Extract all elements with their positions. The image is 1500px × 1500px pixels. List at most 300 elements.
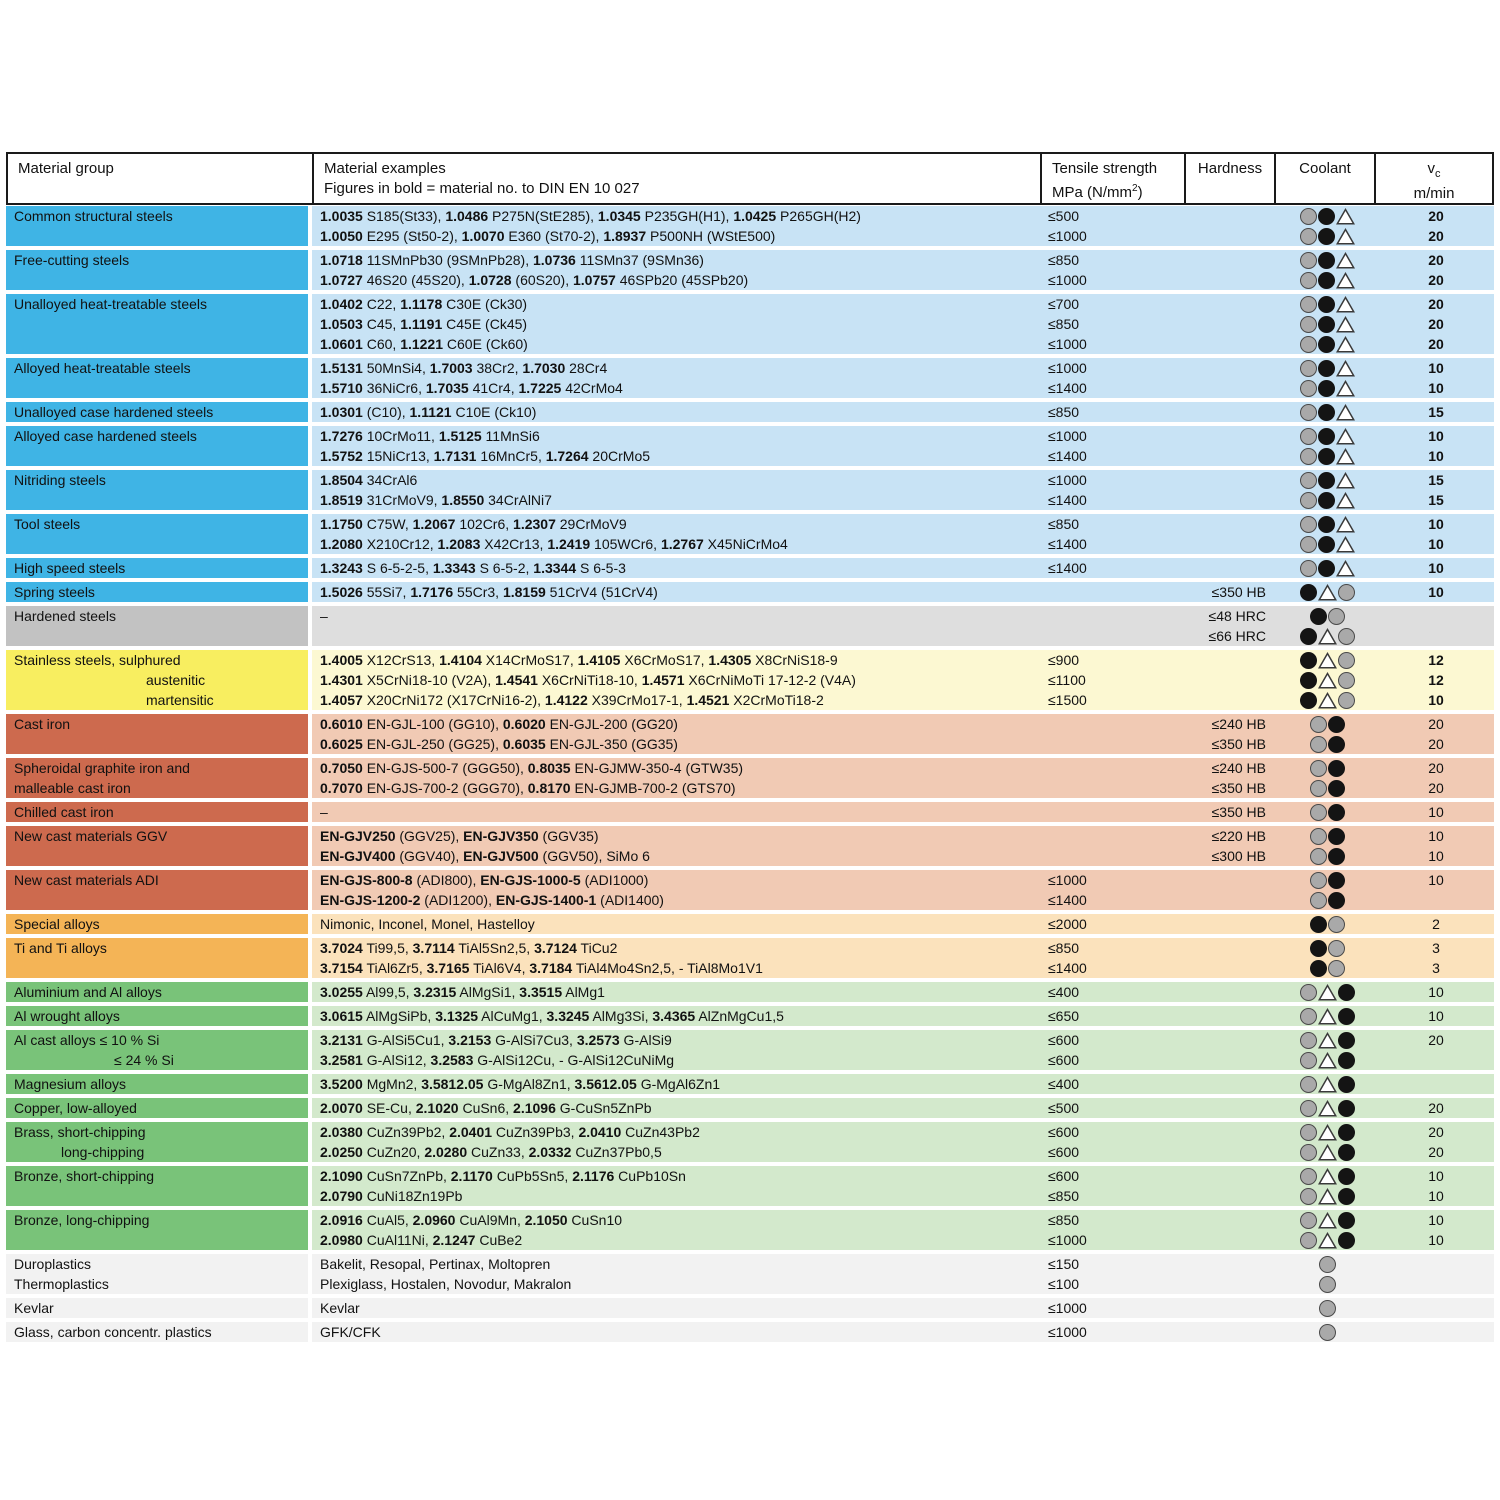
group-label-line: Chilled cast iron xyxy=(14,804,114,820)
hardness-cell xyxy=(1184,1098,1276,1118)
cutting-speed-cell: 2 xyxy=(1432,916,1440,932)
cutting-speed-cell: 20 xyxy=(1428,296,1444,312)
cutting-speed-cell: 20 xyxy=(1428,1144,1444,1160)
hardness-cell xyxy=(1184,650,1276,670)
group-label xyxy=(6,650,308,710)
coolant-black-circle-icon xyxy=(1338,1008,1355,1025)
coolant-gray-circle-icon xyxy=(1300,316,1317,333)
group-label-line: Special alloys xyxy=(14,916,100,932)
table-row xyxy=(312,334,1494,354)
hardness-cell xyxy=(1184,1186,1276,1206)
coolant-black-circle-icon xyxy=(1318,296,1335,313)
coolant-cell xyxy=(1276,734,1378,754)
coolant-gray-circle-icon xyxy=(1300,1076,1317,1093)
cutting-speed-cell: 10 xyxy=(1428,448,1444,464)
coolant-black-circle-icon xyxy=(1318,472,1335,489)
coolant-triangle-icon xyxy=(1336,492,1355,509)
cutting-speed-cell: 10 xyxy=(1428,1008,1444,1024)
coolant-cell xyxy=(1276,534,1378,554)
coolant-triangle-icon xyxy=(1318,584,1337,601)
coolant-triangle-icon xyxy=(1318,1212,1337,1229)
coolant-black-circle-icon xyxy=(1338,1124,1355,1141)
coolant-black-circle-icon xyxy=(1318,448,1335,465)
coolant-gray-circle-icon xyxy=(1338,652,1355,669)
coolant-black-circle-icon xyxy=(1318,516,1335,533)
coolant-cell xyxy=(1276,670,1378,690)
hardness-cell xyxy=(1184,890,1276,910)
material-group xyxy=(6,358,1494,398)
cutting-speed-cell: 20 xyxy=(1428,780,1444,796)
examples-cell: Bakelit, Resopal, Pertinax, Moltopren xyxy=(320,1256,551,1272)
coolant-cell xyxy=(1276,870,1378,890)
coolant-gray-circle-icon xyxy=(1300,336,1317,353)
coolant-gray-circle-icon xyxy=(1300,1032,1317,1049)
hardness-cell: ≤66 HRC xyxy=(1208,628,1266,644)
hardness-cell xyxy=(1184,1122,1276,1142)
tensile-strength-cell: ≤1500 xyxy=(1048,692,1087,708)
table-row xyxy=(312,294,1494,314)
coolant-gray-circle-icon xyxy=(1310,736,1327,753)
examples-cell: 3.2581 G-AlSi12, 3.2583 G-AlSi12Cu, - G-AlSi12CuNiMg xyxy=(320,1052,675,1068)
table-row xyxy=(312,890,1494,910)
examples-cell: 2.0250 CuZn20, 2.0280 CuZn33, 2.0332 CuZn37Pb0,5 xyxy=(320,1144,662,1160)
hardness-cell: ≤48 HRC xyxy=(1208,608,1266,624)
group-label-line: long-chipping xyxy=(61,1144,145,1160)
table-row xyxy=(312,446,1494,466)
table-row xyxy=(312,1186,1494,1206)
hardness-cell: ≤240 HB xyxy=(1211,760,1266,776)
coolant-cell xyxy=(1276,270,1378,290)
group-band xyxy=(312,206,1494,246)
cutting-speed-cell xyxy=(1378,1322,1494,1342)
coolant-black-circle-icon xyxy=(1300,628,1317,645)
group-label xyxy=(6,470,308,510)
group-band xyxy=(312,826,1494,866)
tensile-strength-cell: ≤100 xyxy=(1048,1276,1080,1292)
table-row xyxy=(312,1254,1494,1274)
examples-cell: 0.6010 EN-GJL-100 (GG10), 0.6020 EN-GJL-200 (GG20) xyxy=(320,716,678,732)
tensile-strength-cell xyxy=(1038,826,1184,846)
material-group xyxy=(6,250,1494,290)
group-band xyxy=(312,294,1494,354)
header-coolant-label: Coolant xyxy=(1299,160,1351,177)
tensile-strength-cell: ≤850 xyxy=(1048,1188,1080,1204)
hardness-cell xyxy=(1184,670,1276,690)
header-material-group xyxy=(8,154,314,203)
cutting-speed-cell: 10 xyxy=(1428,848,1444,864)
coolant-black-circle-icon xyxy=(1328,716,1345,733)
coolant-black-circle-icon xyxy=(1338,1076,1355,1093)
coolant-black-circle-icon xyxy=(1318,536,1335,553)
coolant-triangle-icon xyxy=(1318,672,1337,689)
examples-cell: 1.5752 15NiCr13, 1.7131 16MnCr5, 1.7264 20CrMo5 xyxy=(320,448,651,464)
header-vc-unit: m/min xyxy=(1413,185,1455,202)
material-group xyxy=(6,714,1494,754)
hardness-cell xyxy=(1184,534,1276,554)
hardness-cell xyxy=(1184,1006,1276,1026)
examples-cell: 1.4057 X20CrNi172 (X17CrNi16-2), 1.4122 X39CrMo17-1, 1.4521 X2CrMoTi18-2 xyxy=(320,692,824,708)
group-band xyxy=(312,1322,1494,1342)
cutting-speed-cell xyxy=(1378,1298,1494,1318)
group-label-line: New cast materials GGV xyxy=(14,828,168,844)
coolant-triangle-icon xyxy=(1318,984,1337,1001)
coolant-black-circle-icon xyxy=(1300,652,1317,669)
cutting-speed-cell: 10 xyxy=(1428,804,1444,820)
group-label xyxy=(6,1098,308,1118)
group-label xyxy=(6,358,308,398)
examples-cell: 0.7070 EN-GJS-700-2 (GGG70), 0.8170 EN-GJMB-700-2 (GTS70) xyxy=(320,780,736,796)
header-tensile-line2: MPa $(N/mm^2)$ xyxy=(1052,183,1143,201)
group-label xyxy=(6,802,308,822)
group-label-line: Unalloyed heat-treatable steels xyxy=(14,296,208,312)
coolant-triangle-icon xyxy=(1336,428,1355,445)
coolant-triangle-icon xyxy=(1336,536,1355,553)
group-label-line: austenitic xyxy=(146,672,206,688)
coolant-triangle-icon xyxy=(1318,1052,1337,1069)
coolant-black-circle-icon xyxy=(1338,1144,1355,1161)
coolant-cell xyxy=(1276,334,1378,354)
cutting-speed-cell: 10 xyxy=(1428,692,1444,708)
cutting-speed-cell: 12 xyxy=(1428,652,1444,668)
coolant-black-circle-icon xyxy=(1318,272,1335,289)
cutting-speed-cell: 3 xyxy=(1432,960,1440,976)
coolant-cell xyxy=(1276,250,1378,270)
hardness-cell xyxy=(1184,1142,1276,1162)
group-label-line: Bronze, long-chipping xyxy=(14,1212,150,1228)
hardness-cell xyxy=(1184,1298,1276,1318)
group-label xyxy=(6,206,308,246)
group-label-line: Thermoplastics xyxy=(14,1276,109,1292)
group-label-line: Copper, low-alloyed xyxy=(14,1100,137,1116)
group-label xyxy=(6,826,308,866)
table-row xyxy=(312,650,1494,670)
cutting-speed-cell: 10 xyxy=(1428,1212,1444,1228)
group-band xyxy=(312,606,1494,646)
material-group xyxy=(6,1254,1494,1294)
tensile-strength-cell: ≤1000 xyxy=(1048,228,1087,244)
coolant-cell xyxy=(1276,490,1378,510)
table-row xyxy=(312,490,1494,510)
examples-cell: 1.7276 10CrMo11, 1.5125 11MnSi6 xyxy=(320,428,540,444)
tensile-strength-cell: ≤400 xyxy=(1048,984,1080,1000)
coolant-cell xyxy=(1276,358,1378,378)
tensile-strength-cell: ≤850 xyxy=(1048,316,1080,332)
table-row xyxy=(312,378,1494,398)
coolant-cell xyxy=(1276,446,1378,466)
tensile-strength-cell: ≤1000 xyxy=(1048,1300,1087,1316)
material-group xyxy=(6,1006,1494,1026)
table-row xyxy=(312,1074,1494,1094)
group-label xyxy=(6,1122,308,1162)
examples-cell: 1.0301 (C10), 1.1121 C10E (Ck10) xyxy=(320,404,537,420)
hardness-cell xyxy=(1184,982,1276,1002)
table-row xyxy=(312,626,1494,646)
examples-cell: 3.7024 Ti99,5, 3.7114 TiAl5Sn2,5, 3.7124 TiCu2 xyxy=(320,940,618,956)
examples-cell: 2.0070 SE-Cu, 2.1020 CuSn6, 2.1096 G-CuSn5ZnPb xyxy=(320,1100,652,1116)
cutting-speed-cell: 10 xyxy=(1428,872,1444,888)
tensile-strength-cell xyxy=(1038,846,1184,866)
coolant-triangle-icon xyxy=(1318,692,1337,709)
table-row xyxy=(312,1142,1494,1162)
coolant-triangle-icon xyxy=(1336,448,1355,465)
examples-cell: 1.5710 36NiCr6, 1.7035 41Cr4, 1.7225 42CrMo4 xyxy=(320,380,623,396)
tensile-strength-cell: ≤1400 xyxy=(1048,492,1087,508)
cutting-speed-cell xyxy=(1378,606,1494,626)
coolant-triangle-icon xyxy=(1336,472,1355,489)
material-group xyxy=(6,914,1494,934)
coolant-black-circle-icon xyxy=(1338,1168,1355,1185)
coolant-gray-circle-icon xyxy=(1300,516,1317,533)
group-label-line: Alloyed heat-treatable steels xyxy=(14,360,191,376)
coolant-gray-circle-icon xyxy=(1319,1256,1336,1273)
group-band xyxy=(312,1074,1494,1094)
group-label xyxy=(6,758,308,798)
table-body xyxy=(6,206,1494,1342)
coolant-black-circle-icon xyxy=(1328,892,1345,909)
coolant-gray-circle-icon xyxy=(1300,472,1317,489)
table-row xyxy=(312,514,1494,534)
material-group xyxy=(6,514,1494,554)
table-row xyxy=(312,582,1494,602)
coolant-gray-circle-icon xyxy=(1319,1324,1336,1341)
group-label-line: Cast iron xyxy=(14,716,71,732)
coolant-black-circle-icon xyxy=(1318,208,1335,225)
group-band xyxy=(312,426,1494,466)
group-label-line: ≤ 24 % Si xyxy=(114,1052,174,1068)
examples-cell: 1.0050 E295 (St50-2), 1.0070 E360 (St70-2), 1.8937 P500NH (WStE500) xyxy=(320,228,776,244)
table-header xyxy=(6,152,1494,205)
group-label xyxy=(6,1322,308,1342)
group-band xyxy=(312,1166,1494,1206)
examples-cell: – xyxy=(320,608,328,624)
coolant-gray-circle-icon xyxy=(1300,428,1317,445)
table-row xyxy=(312,982,1494,1002)
coolant-triangle-icon xyxy=(1318,1100,1337,1117)
coolant-triangle-icon xyxy=(1336,296,1355,313)
cutting-speed-cell: 10 xyxy=(1428,428,1444,444)
examples-cell: 2.0980 CuAl11Ni, 2.1247 CuBe2 xyxy=(320,1232,523,1248)
group-label-line: Glass, carbon concentr. plastics xyxy=(14,1324,212,1340)
material-group xyxy=(6,558,1494,578)
examples-cell: 0.6025 EN-GJL-250 (GG25), 0.6035 EN-GJL-350 (GG35) xyxy=(320,736,678,752)
group-band xyxy=(312,402,1494,422)
coolant-black-circle-icon xyxy=(1328,804,1345,821)
coolant-cell xyxy=(1276,802,1378,822)
coolant-cell xyxy=(1276,1230,1378,1250)
coolant-gray-circle-icon xyxy=(1310,780,1327,797)
cutting-speed-cell: 10 xyxy=(1428,1168,1444,1184)
coolant-gray-circle-icon xyxy=(1338,584,1355,601)
hardness-cell xyxy=(1184,690,1276,710)
coolant-gray-circle-icon xyxy=(1300,360,1317,377)
cutting-speed-cell: 20 xyxy=(1428,760,1444,776)
material-group xyxy=(6,1166,1494,1206)
coolant-black-circle-icon xyxy=(1338,1100,1355,1117)
coolant-gray-circle-icon xyxy=(1310,892,1327,909)
hardness-cell xyxy=(1184,1030,1276,1050)
table-row xyxy=(312,846,1494,866)
coolant-black-circle-icon xyxy=(1310,916,1327,933)
cutting-speed-cell: 10 xyxy=(1428,380,1444,396)
tensile-strength-cell: ≤2000 xyxy=(1048,916,1087,932)
group-label xyxy=(6,938,308,978)
material-group xyxy=(6,402,1494,422)
examples-cell: 3.5200 MgMn2, 3.5812.05 G-MgAl8Zn1, 3.5612.05 G-MgAl6Zn1 xyxy=(320,1076,721,1092)
hardness-cell xyxy=(1184,1254,1276,1274)
examples-cell: 2.0380 CuZn39Pb2, 2.0401 CuZn39Pb3, 2.0410 CuZn43Pb2 xyxy=(320,1124,700,1140)
group-label-line: martensitic xyxy=(146,692,214,708)
tensile-strength-cell: ≤1000 xyxy=(1048,272,1087,288)
table-row xyxy=(312,1006,1494,1026)
examples-cell: 2.0790 CuNi18Zn19Pb xyxy=(320,1188,463,1204)
tensile-strength-cell: ≤850 xyxy=(1048,252,1080,268)
group-label-line: Common structural steels xyxy=(14,208,173,224)
cutting-speed-cell: 10 xyxy=(1428,584,1444,600)
coolant-black-circle-icon xyxy=(1318,360,1335,377)
tensile-strength-cell: ≤400 xyxy=(1048,1076,1080,1092)
coolant-black-circle-icon xyxy=(1310,608,1327,625)
coolant-gray-circle-icon xyxy=(1300,448,1317,465)
header-tensile-line1: Tensile strength xyxy=(1052,160,1158,177)
coolant-cell xyxy=(1276,582,1378,602)
coolant-cell xyxy=(1276,606,1378,626)
coolant-gray-circle-icon xyxy=(1310,872,1327,889)
cutting-speed-cell: 20 xyxy=(1428,1100,1444,1116)
material-group xyxy=(6,1298,1494,1318)
examples-cell: EN-GJV250 (GGV25), EN-GJV350 (GGV35) xyxy=(320,828,599,844)
group-band xyxy=(312,758,1494,798)
tensile-strength-cell xyxy=(1038,734,1184,754)
table-row xyxy=(312,358,1494,378)
coolant-gray-circle-icon xyxy=(1300,1144,1317,1161)
coolant-cell xyxy=(1276,826,1378,846)
table-row xyxy=(312,690,1494,710)
table-row xyxy=(312,914,1494,934)
tensile-strength-cell: ≤1000 xyxy=(1048,472,1087,488)
hardness-cell: ≤350 HB xyxy=(1211,736,1266,752)
coolant-black-circle-icon xyxy=(1338,1052,1355,1069)
coolant-black-circle-icon xyxy=(1300,672,1317,689)
tensile-strength-cell: ≤1400 xyxy=(1048,960,1087,976)
tensile-strength-cell: ≤500 xyxy=(1048,1100,1080,1116)
group-label-line: Tool steels xyxy=(14,516,81,532)
material-group xyxy=(6,938,1494,978)
material-group xyxy=(6,1122,1494,1162)
coolant-black-circle-icon xyxy=(1318,316,1335,333)
coolant-gray-circle-icon xyxy=(1300,984,1317,1001)
coolant-cell xyxy=(1276,294,1378,314)
hardness-cell xyxy=(1184,470,1276,490)
coolant-cell xyxy=(1276,514,1378,534)
group-band xyxy=(312,1122,1494,1162)
coolant-triangle-icon xyxy=(1336,404,1355,421)
coolant-gray-circle-icon xyxy=(1300,380,1317,397)
table-row xyxy=(312,558,1494,578)
examples-cell: EN-GJS-1200-2 (ADI1200), EN-GJS-1400-1 (ADI1400) xyxy=(320,892,664,908)
group-band xyxy=(312,582,1494,602)
table-row xyxy=(312,734,1494,754)
coolant-gray-circle-icon xyxy=(1328,916,1345,933)
group-band xyxy=(312,914,1494,934)
hardness-cell xyxy=(1184,314,1276,334)
hardness-cell: ≤350 HB xyxy=(1211,584,1266,600)
tensile-strength-cell xyxy=(1038,778,1184,798)
cutting-speed-cell: 20 xyxy=(1428,208,1444,224)
coolant-gray-circle-icon xyxy=(1300,1212,1317,1229)
examples-cell: 1.5131 50MnSi4, 1.7003 38Cr2, 1.7030 28Cr4 xyxy=(320,360,608,376)
hardness-cell: ≤350 HB xyxy=(1211,804,1266,820)
cutting-speed-cell: 20 xyxy=(1428,316,1444,332)
examples-cell: 2.1090 CuSn7ZnPb, 2.1170 CuPb5Sn5, 2.1176 CuPb10Sn xyxy=(320,1168,686,1184)
group-band xyxy=(312,650,1494,710)
group-label xyxy=(6,294,308,354)
examples-cell: 1.0601 C60, 1.1221 C60E (Ck60) xyxy=(320,336,528,352)
coolant-triangle-icon xyxy=(1336,316,1355,333)
coolant-gray-circle-icon xyxy=(1319,1276,1336,1293)
table-row xyxy=(312,670,1494,690)
hardness-cell xyxy=(1184,226,1276,246)
group-band xyxy=(312,1098,1494,1118)
coolant-gray-circle-icon xyxy=(1300,1008,1317,1025)
cutting-speed-cell: 20 xyxy=(1428,1032,1444,1048)
group-label xyxy=(6,1254,308,1294)
coolant-black-circle-icon xyxy=(1310,940,1327,957)
coolant-cell xyxy=(1276,958,1378,978)
coolant-cell xyxy=(1276,1122,1378,1142)
cutting-speed-cell: 3 xyxy=(1432,940,1440,956)
tensile-strength-cell: ≤900 xyxy=(1048,652,1080,668)
group-band xyxy=(312,938,1494,978)
group-band xyxy=(312,514,1494,554)
coolant-black-circle-icon xyxy=(1300,584,1317,601)
coolant-gray-circle-icon xyxy=(1300,1052,1317,1069)
material-group xyxy=(6,758,1494,798)
group-label-line: Nitriding steels xyxy=(14,472,106,488)
coolant-black-circle-icon xyxy=(1318,428,1335,445)
coolant-gray-circle-icon xyxy=(1300,404,1317,421)
coolant-cell xyxy=(1276,1254,1378,1274)
coolant-triangle-icon xyxy=(1318,1032,1337,1049)
table-row xyxy=(312,758,1494,778)
examples-cell: 1.8519 31CrMoV9, 1.8550 34CrAlNi7 xyxy=(320,492,552,508)
tensile-strength-cell: ≤1400 xyxy=(1048,892,1087,908)
tensile-strength-cell xyxy=(1038,714,1184,734)
cutting-speed-cell: 20 xyxy=(1428,252,1444,268)
group-band xyxy=(312,1210,1494,1250)
header-cutting-speed xyxy=(1376,154,1492,203)
tensile-strength-cell: ≤850 xyxy=(1048,516,1080,532)
tensile-strength-cell: ≤1000 xyxy=(1048,428,1087,444)
table-row xyxy=(312,778,1494,798)
group-label-line: Spheroidal graphite iron and xyxy=(14,760,190,776)
table-row xyxy=(312,226,1494,246)
material-group xyxy=(6,1098,1494,1118)
coolant-cell xyxy=(1276,758,1378,778)
cutting-speed-cell: 20 xyxy=(1428,272,1444,288)
coolant-cell xyxy=(1276,914,1378,934)
coolant-cell xyxy=(1276,1186,1378,1206)
coolant-gray-circle-icon xyxy=(1300,252,1317,269)
group-label xyxy=(6,582,308,602)
table-row xyxy=(312,1166,1494,1186)
examples-cell: 1.4005 X12CrS13, 1.4104 X14CrMoS17, 1.4105 X6CrMoS17, 1.4305 X8CrNiS18-9 xyxy=(320,652,838,668)
coolant-triangle-icon xyxy=(1318,628,1337,645)
coolant-gray-circle-icon xyxy=(1300,492,1317,509)
tensile-strength-cell xyxy=(1038,582,1184,602)
header-tensile-strength xyxy=(1042,154,1186,203)
coolant-cell xyxy=(1276,226,1378,246)
hardness-cell xyxy=(1184,1322,1276,1342)
